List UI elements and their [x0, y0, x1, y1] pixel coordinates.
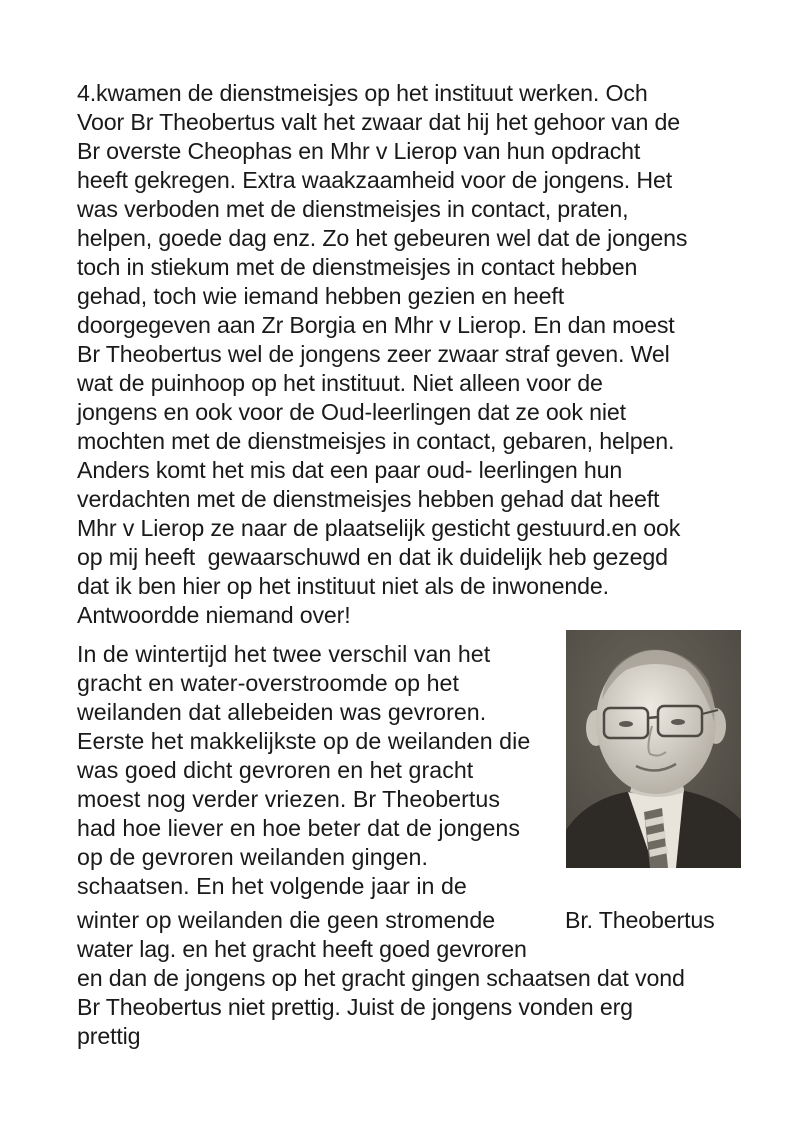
text-line: 4.kwamen de dienstmeisjes op het instituut werken. Och: [77, 80, 648, 106]
text-line: schaatsen. En het volgende jaar in de: [77, 873, 467, 899]
text-line: had hoe liever en hoe beter dat de jongens: [77, 815, 521, 841]
text-line: Anders komt het mis dat een paar oud- leerlingen hun: [77, 457, 623, 483]
text-line: weilanden dat allebeiden was gevroren.: [77, 699, 487, 725]
text-line: Br Theobertus wel de jongens zeer zwaar straf geven. Wel: [77, 341, 670, 367]
text-line: prettig: [77, 1023, 141, 1049]
text-line: toch in stiekum met de dienstmeisjes in contact hebben: [77, 254, 638, 280]
text-line: was verboden met de dienstmeisjes in contact, praten,: [77, 196, 629, 222]
text-line: water lag. en het gracht heeft goed gevroren: [77, 936, 527, 962]
photo-caption: Br. Theobertus: [565, 907, 715, 933]
text-line: Br overste Cheophas en Mhr v Lierop van hun opdracht: [77, 138, 641, 164]
text-line: moest nog verder vriezen. Br Theobertus: [77, 786, 500, 812]
portrait-image-icon: [566, 630, 741, 868]
text-line: gehad, toch wie iemand hebben gezien en heeft: [77, 283, 565, 309]
text-line: In de wintertijd het twee verschil van het: [77, 641, 491, 667]
text-line: Voor Br Theobertus valt het zwaar dat hij het gehoor van de: [77, 109, 680, 135]
text-line: op de gevroren weilanden gingen.: [77, 844, 428, 870]
text-line: helpen, goede dag enz. Zo het gebeuren wel dat de jongens: [77, 225, 688, 251]
text-line: op mij heeft gewaarschuwd en dat ik duidelijk heb gezegd: [77, 544, 668, 570]
text-line: mochten met de dienstmeisjes in contact, gebaren, helpen.: [77, 428, 675, 454]
text-line: winter op weilanden die geen stromende: [77, 907, 496, 933]
text-line: Br Theobertus niet prettig. Juist de jongens vonden erg: [77, 994, 633, 1020]
text-line: jongens en ook voor de Oud-leerlingen dat ze ook niet: [77, 399, 626, 425]
text-line: doorgegeven aan Zr Borgia en Mhr v Lierop. En dan moest: [77, 312, 675, 338]
text-line: en dan de jongens op het gracht gingen schaatsen dat vond: [77, 965, 685, 991]
text-line: was goed dicht gevroren en het gracht: [77, 757, 474, 783]
text-line: dat ik ben hier op het instituut niet als de inwonende.: [77, 573, 609, 599]
text-line: Mhr v Lierop ze naar de plaatselijk gesticht gestuurd.en ook: [77, 515, 681, 541]
text-line: heeft gekregen. Extra waakzaamheid voor de jongens. Het: [77, 167, 672, 193]
text-line: wat de puinhoop op het instituut. Niet alleen voor de: [77, 370, 603, 396]
text-line: Antwoordde niemand over!: [77, 602, 351, 628]
text-line: gracht en water-overstroomde op het: [77, 670, 459, 696]
portrait-photo: [566, 630, 741, 868]
text-line: verdachten met de dienstmeisjes hebben gehad dat heeft: [77, 486, 660, 512]
text-line: Eerste het makkelijkste op de weilanden die: [77, 728, 531, 754]
